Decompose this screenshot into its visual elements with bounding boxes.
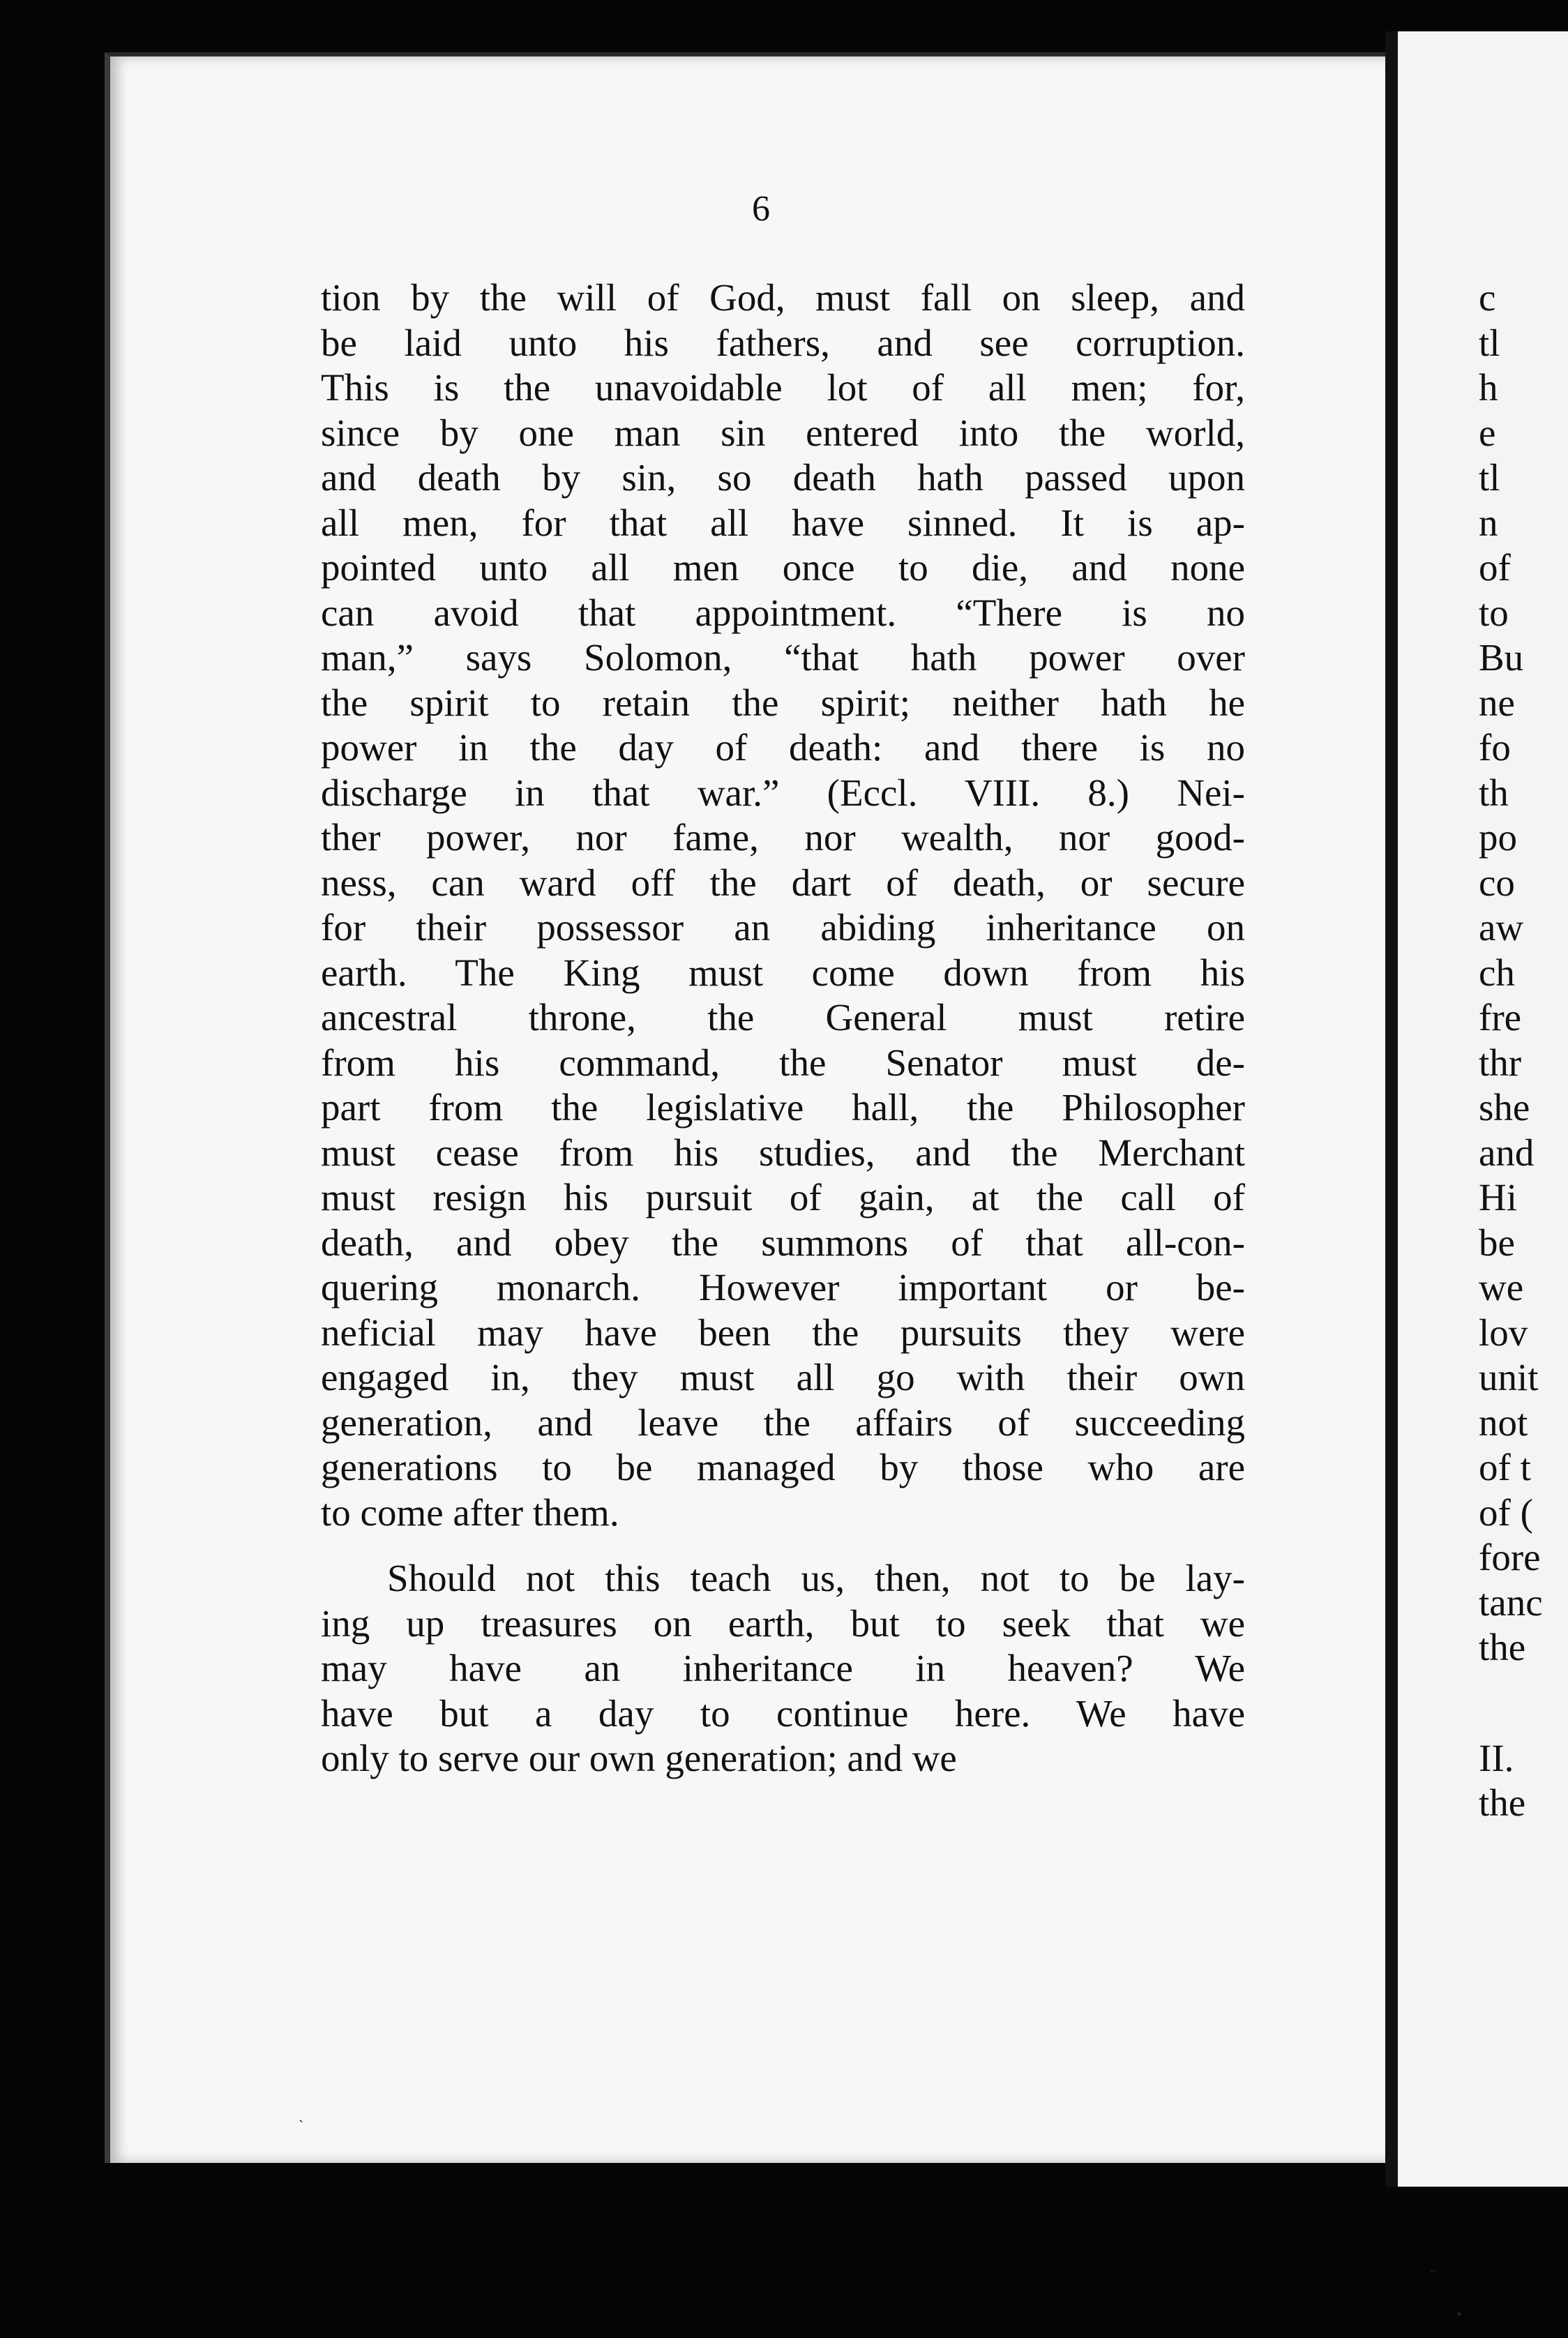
edge-line: to bbox=[1479, 591, 1509, 634]
edge-line: tanc bbox=[1479, 1581, 1543, 1624]
text-line: ness, can ward off the dart of death, or secure bbox=[321, 861, 1245, 904]
text-line: from his command, the Senator must de- bbox=[321, 1041, 1245, 1084]
text-line: This is the unavoidable lot of all men; for, bbox=[321, 366, 1245, 409]
edge-line: po bbox=[1479, 816, 1517, 859]
edge-line: she bbox=[1479, 1086, 1530, 1129]
edge-line: tl bbox=[1479, 321, 1500, 364]
edge-line: co bbox=[1479, 861, 1515, 904]
edge-line: of ( bbox=[1479, 1491, 1533, 1534]
edge-line bbox=[1479, 1670, 1568, 1736]
edge-line: e bbox=[1479, 411, 1496, 454]
text-line: power in the day of death: and there is no bbox=[321, 726, 1245, 769]
edge-line: fre bbox=[1479, 996, 1522, 1039]
text-line: man,” says Solomon, “that hath power over bbox=[321, 636, 1245, 679]
text-line: neficial may have been the pursuits they were bbox=[321, 1311, 1245, 1354]
edge-line: th bbox=[1479, 771, 1509, 814]
paragraph bbox=[321, 1556, 1245, 1781]
body-text bbox=[321, 276, 1245, 1781]
text-line: the spirit to retain the spirit; neither hath he bbox=[321, 681, 1245, 724]
text-line: for their possessor an abiding inheritance on bbox=[321, 906, 1245, 949]
text-line: engaged in, they must all go with their own bbox=[321, 1356, 1245, 1398]
text-line: only to serve our own generation; and we bbox=[321, 1737, 957, 1779]
text-line: Should not this teach us, then, not to be lay- bbox=[387, 1557, 1245, 1599]
text-line: ing up treasures on earth, but to seek that we bbox=[321, 1601, 1245, 1645]
book-gutter bbox=[1385, 31, 1398, 2187]
text-line: and death by sin, so death hath passed upon bbox=[321, 456, 1245, 499]
text-line: since by one man sin entered into the world, bbox=[321, 411, 1245, 454]
text-line: pointed unto all men once to die, and none bbox=[321, 546, 1245, 589]
facing-page-text-fragment bbox=[1479, 276, 1568, 1826]
edge-line: tl bbox=[1479, 456, 1500, 499]
text-line: can avoid that appointment. “There is no bbox=[321, 591, 1245, 634]
edge-line: n bbox=[1479, 501, 1498, 544]
scan-speck: ` bbox=[299, 2117, 304, 2134]
text-line: have but a day to continue here. We have bbox=[321, 1691, 1245, 1735]
paragraph bbox=[321, 276, 1245, 1535]
edge-line: Bu bbox=[1479, 636, 1524, 679]
edge-line: of bbox=[1479, 546, 1511, 589]
text-line: discharge in that war.” (Eccl. VIII. 8.) Nei- bbox=[321, 771, 1245, 814]
text-line: may have an inheritance in heaven? We bbox=[321, 1647, 1245, 1689]
edge-line: II. bbox=[1479, 1736, 1514, 1779]
text-line: ther power, nor fame, nor wealth, nor good- bbox=[321, 816, 1245, 859]
edge-line: the bbox=[1479, 1781, 1526, 1824]
text-line: generation, and leave the affairs of succeeding bbox=[321, 1401, 1245, 1444]
text-line: part from the legislative hall, the Philosopher bbox=[321, 1086, 1245, 1129]
edge-line: aw bbox=[1479, 906, 1524, 949]
text-line: must cease from his studies, and the Merchant bbox=[321, 1131, 1245, 1174]
text-line: all men, for that all have sinned. It is ap- bbox=[321, 501, 1245, 544]
paragraph-gap bbox=[321, 1535, 1245, 1556]
text-line: quering monarch. However important or be- bbox=[321, 1266, 1245, 1308]
text-line: death, and obey the summons of that all-con- bbox=[321, 1221, 1245, 1264]
edge-line: the bbox=[1479, 1626, 1526, 1668]
text-line: be laid unto his fathers, and see corruption. bbox=[321, 321, 1245, 364]
page-number: 6 bbox=[752, 189, 770, 229]
text-line: to come after them. bbox=[321, 1491, 619, 1534]
edge-line: ch bbox=[1479, 951, 1515, 994]
edge-line: thr bbox=[1479, 1041, 1522, 1084]
text-line: tion by the will of God, must fall on sleep, and bbox=[321, 276, 1245, 319]
edge-line: fore bbox=[1479, 1536, 1541, 1578]
edge-line: be bbox=[1479, 1221, 1515, 1264]
edge-line: c bbox=[1479, 276, 1496, 319]
edge-line: not bbox=[1479, 1401, 1528, 1444]
text-line: generations to be managed by those who are bbox=[321, 1446, 1245, 1488]
edge-line: we bbox=[1479, 1266, 1524, 1308]
scan-speck: ˇ bbox=[1430, 2267, 1435, 2284]
edge-line: ne bbox=[1479, 681, 1515, 724]
edge-line: h bbox=[1479, 366, 1498, 409]
edge-line: of t bbox=[1479, 1446, 1531, 1488]
edge-line: unit bbox=[1479, 1356, 1539, 1398]
edge-line: lov bbox=[1479, 1311, 1528, 1354]
text-line: must resign his pursuit of gain, at the call of bbox=[321, 1176, 1245, 1219]
edge-line: fo bbox=[1479, 726, 1511, 769]
text-line: ancestral throne, the General must retire bbox=[321, 996, 1245, 1039]
scan-speck: • bbox=[1456, 2305, 1462, 2323]
edge-line: Hi bbox=[1479, 1176, 1517, 1219]
edge-line: and bbox=[1479, 1131, 1535, 1174]
text-line: earth. The King must come down from his bbox=[321, 951, 1245, 994]
